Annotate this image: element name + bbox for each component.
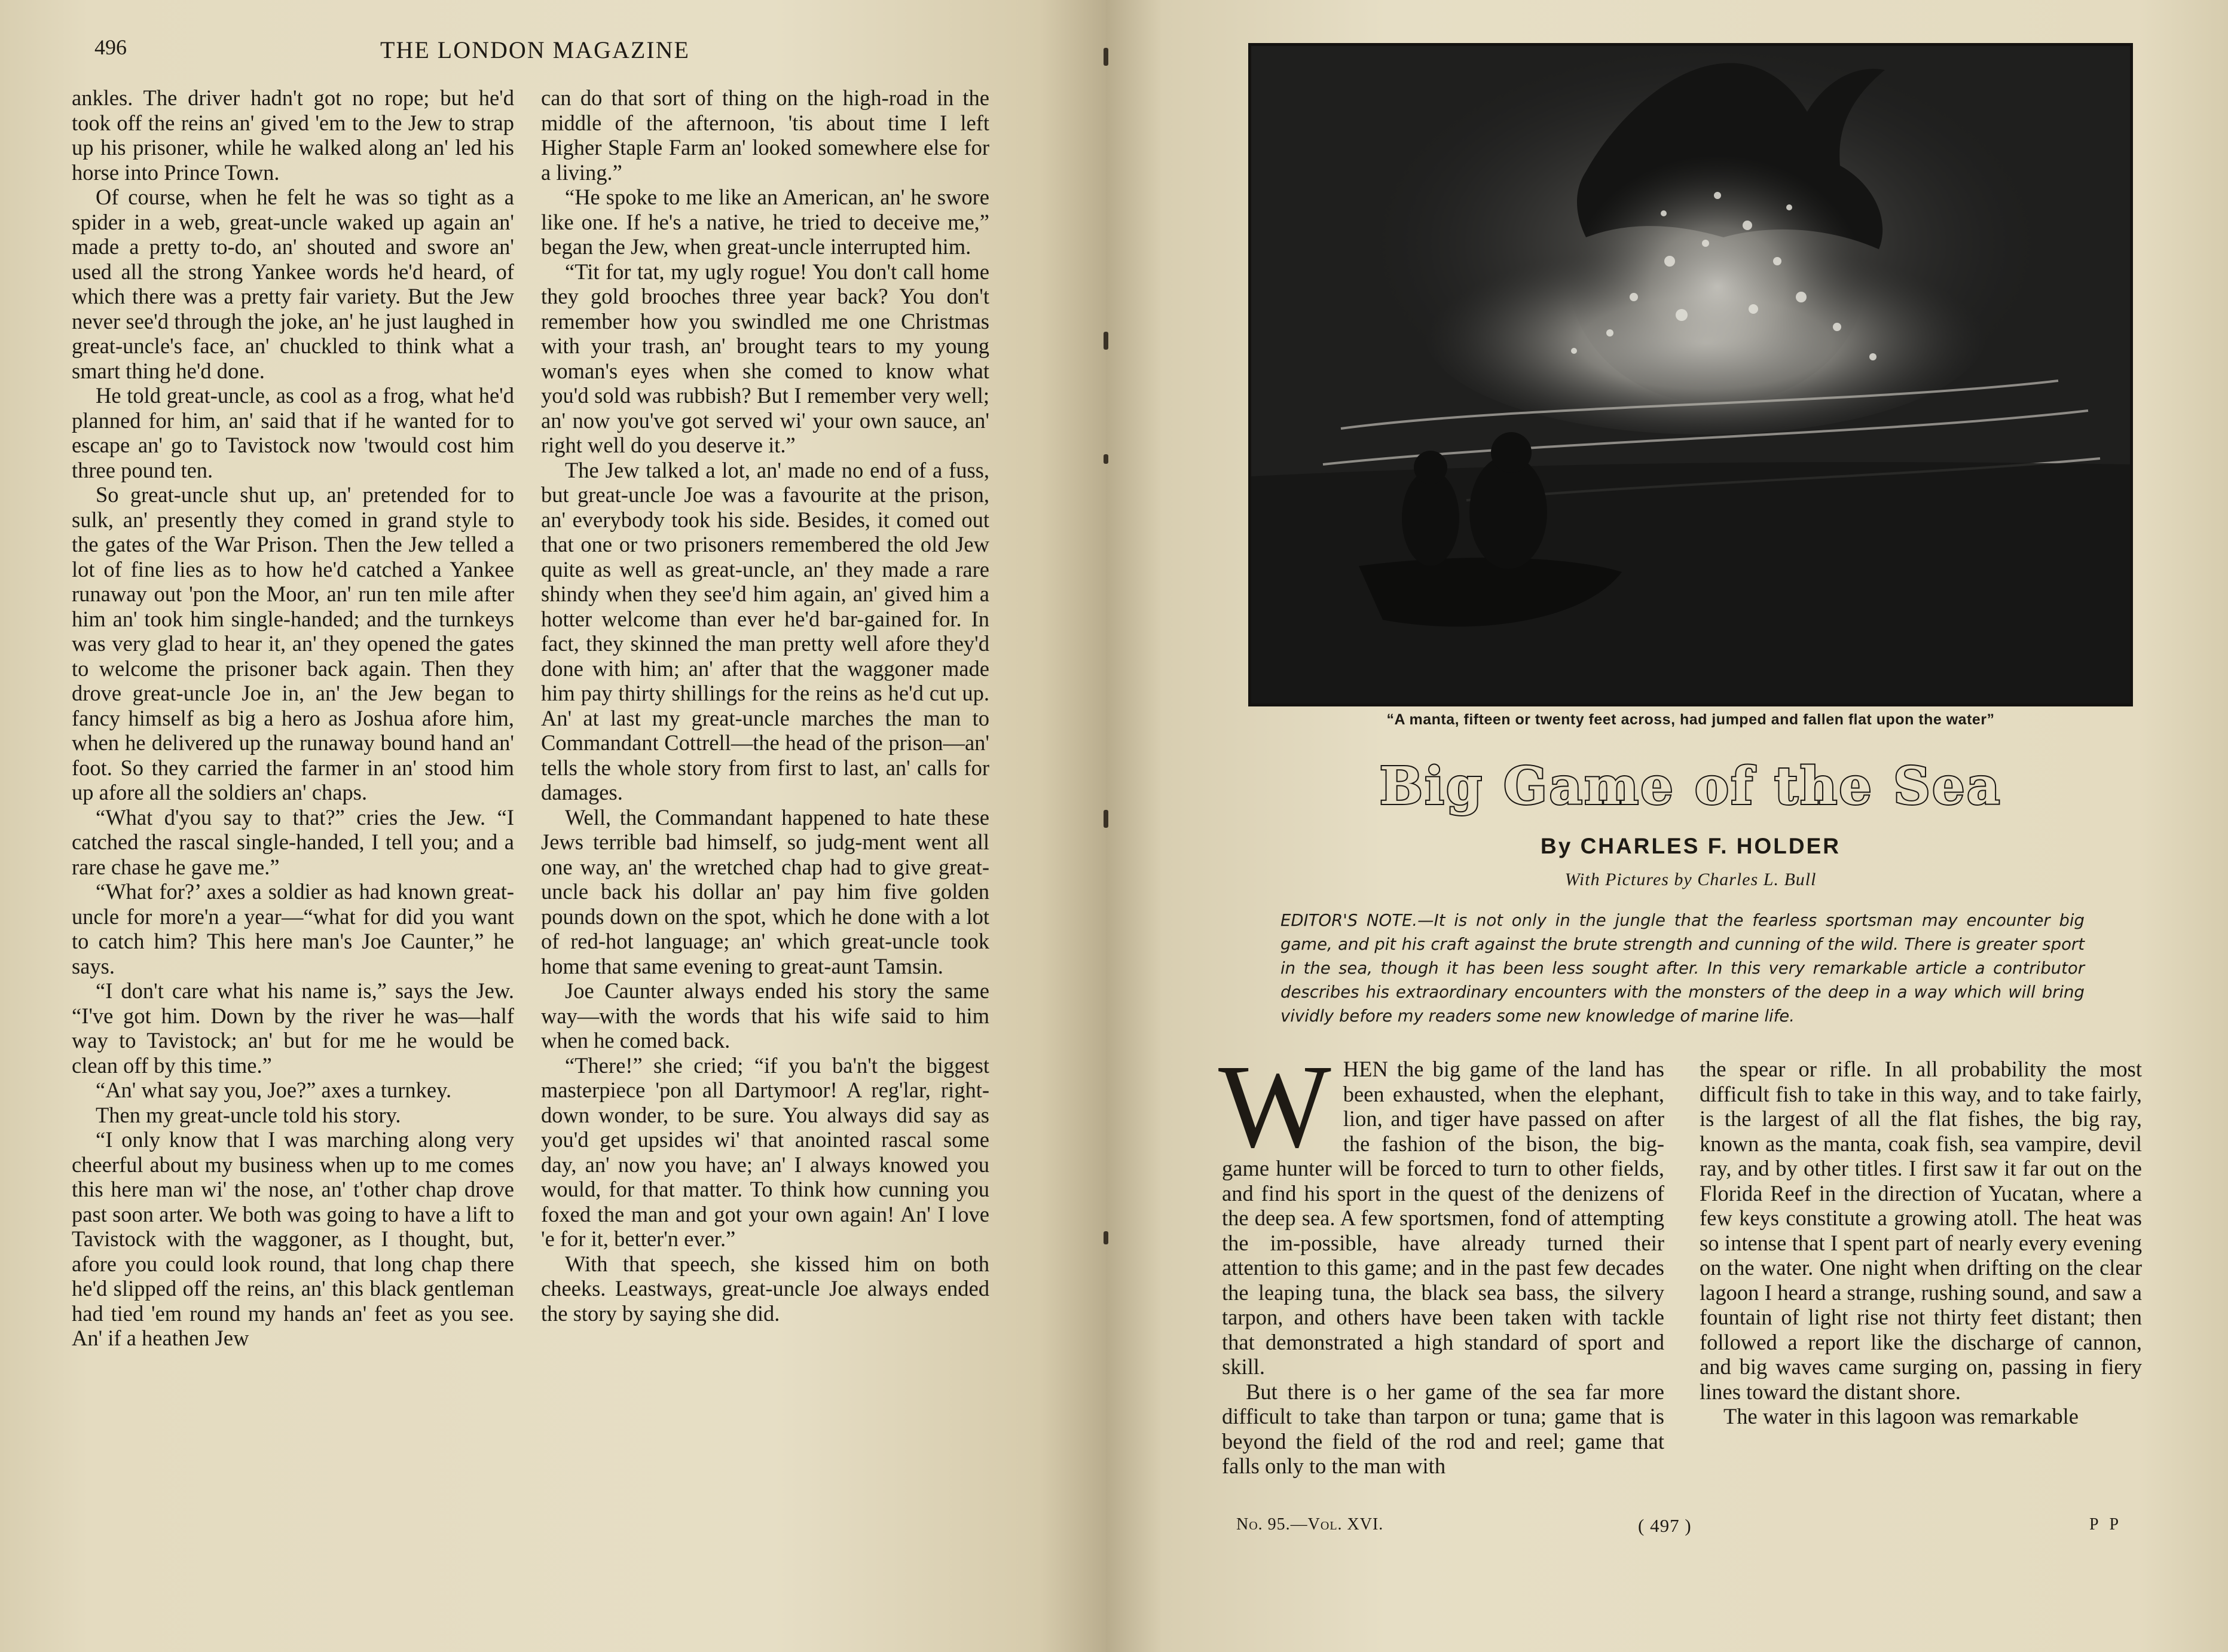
folio-page-number: ( 497 ) — [1638, 1515, 1692, 1536]
paragraph: ankles. The driver hadn't got no rope; but he'd took off the reins an' gived 'em to the Jew to strap up his prisoner, while he walked along an' led his horse into Prince Town. — [72, 85, 514, 185]
pictures-credit: With Pictures by Charles L. Bull — [1564, 870, 1817, 889]
manta-splash-picture — [1251, 46, 2130, 703]
editors-note: EDITOR'S NOTE.—It is not only in the jungle that the fearless sportsman may encounter big game, and pit his craft against the brute strength and cunning of the wild. There is greater sport in the sea, though it has been less sought after. In this very remarkable article a contributor describes his extraordinary encounters with the monsters of the deep in a way which will bring vividly before my readers some new knowledge of marine life. — [1280, 911, 2085, 1026]
paragraph: “He spoke to me like an American, an' he swore like one. If he's a native, he tried to deceive me,” began the Jew, when great-uncle interrupted him. — [541, 185, 989, 259]
article-column-2 — [1700, 1057, 2142, 1429]
binding-mark — [1104, 454, 1108, 464]
paragraph: The water in this lagoon was remarkable — [1723, 1404, 2079, 1428]
text-column-1 — [72, 85, 514, 1351]
paragraph: Of course, when he felt he was so tight as a spider in a web, great-uncle waked up again an' made a pretty to-do, an' shouted and swore an' used all the strong Yankee words he'd heard, of which there was a pretty fair variety. But the Jew never see'd through the joke, an' he just laughed in great-uncle's face, an' chuckled to think what a smart thing he'd done. — [72, 185, 514, 383]
binding-mark — [1104, 48, 1108, 66]
magazine-title: THE LONDON MAGAZINE — [380, 36, 690, 63]
paragraph — [1218, 1041, 1664, 1379]
paragraph: “I don't care what his name is,” says the Jew. “I've got him. Down by the river he was—half way to Tavistock; an' but for me he would be clean off by this time.” — [72, 978, 514, 1078]
byline: By CHARLES F. HOLDER — [1541, 834, 1841, 858]
manta-illustration — [1248, 43, 2133, 706]
binding-mark — [1104, 810, 1108, 828]
text-column-2 — [541, 85, 989, 1326]
paragraph-text: HEN the big game of the land has been exhausted, when the elephant, lion, and tiger have passed on after the fashion of the bison, the big-game hunter will be forced to turn to other fields, and find his sport in the quest of the denizens of the deep sea. A few sportsmen, fond of attempting the im-possible, have already turned their attention to this game; and in the past few decades the leaping tuna, the black sea bass, the silvery tarpon, and others have been taken with tackle that demonstrated a high standard of sport and skill. — [1222, 1057, 1664, 1379]
paragraph: Well, the Commandant happened to hate these Jews terrible bad himself, so judg-ment went all one way, an' the wretched chap had to give great-uncle back his dollar an' pay him five golden pounds down on the spot, which he done with a lot of red-hot language; an' which great-uncle took home that same evening to great-aunt Tamsin. — [541, 804, 989, 978]
paragraph: “What for?’ axes a soldier as had known great-uncle for more'n a year—“what for did you want to catch him? This here man's Joe Caunter,” he says. — [72, 879, 514, 978]
paragraph: can do that sort of thing on the high-road in the middle of the afternoon, 'tis about time I left Higher Staple Farm an' looked somewhere else for a living.” — [541, 85, 989, 185]
paragraph: Joe Caunter always ended his story the same way—with the words that his wife said to him when he comed back. — [541, 978, 989, 1053]
binding-mark — [1104, 1231, 1108, 1244]
paragraph: With that speech, she kissed him on both cheeks. Leastways, great-uncle Joe always ended the story by saying she did. — [541, 1251, 989, 1326]
binding-mark — [1104, 332, 1108, 350]
paragraph: The Jew talked a lot, an' made no end of a fuss, but great-uncle Joe was a favourite at the prison, an' everybody took his side. Besides, it comed out that one or two prisoners remembered the old Jew quite as well as great-uncle, an' they made a rare shindy when they see'd him again, an' gived him a hotter welcome than ever he'd bar-gained for. In fact, they skinned the man pretty well afore they'd done with him; an' after that the waggoner made him pay thirty shillings for the reins as he'd cut up. An' at last my great-uncle marches the man to Commandant Cottrell—the head of the prison—an' tells the whole story from first to last, an' calls for damages. — [541, 457, 989, 804]
running-head — [0, 35, 1106, 65]
paragraph: “I only know that I was marching along very cheerful about my business when up to me comes this here man wi' the nose, an' t'other chap drove past soon arter. We both was going to have a lift to Tavistock with the waggoner, as I thought, but, afore you could look round, that long chap there he'd slipped off the reins, an' this black gentleman had tied 'em round my hands an' feet as you see. An' if a heathen Jew — [72, 1127, 514, 1350]
article-title: Big Game of the Sea — [1379, 756, 2002, 816]
paragraph: “What d'you say to that?” cries the Jew. “I catched the rascal single-handed, I tell you; and a rare chase he gave me.” — [72, 804, 514, 879]
paragraph: “There!” she cried; “if you ba'n't the biggest masterpiece 'pon all Dartymoor! A reg'lar, right-down wonder, to be sure. You always did say as you'd get upsides wi' that anointed rascal some day, an' now you have; an' I always knowed you would, for that matter. To think how cunning you foxed the man and got your own again! An' I love 'e for it, better'n ever.” — [541, 1053, 989, 1251]
paragraph: So great-uncle shut up, an' pretended for to sulk, an' presently they comed in grand style to the gates of the War Prison. Then the Jew telled a lot of fine lies as to how he'd catched a Yankee runaway out 'pon the Moor, an' run ten mile after him an' took him single-handed; and the turnkeys was very glad to hear it, an' they opened the gates to welcome the prisoner back again. Then they drove great-uncle Joe in, an' the Jew began to fancy himself as big a hero as Joshua afore him, when he delivered up the runaway bound hand an' foot. So they carried the farmer in an' stood him up afore all the soldiers an' chaps. — [72, 482, 514, 804]
paragraph: the spear or rifle. In all probability the most difficult fish to take in this way, and to take fairly, is the largest of all the flat fishes, the big ray, known as the manta, coak fish, sea vampire, devil ray, and by other titles. I first saw it far out on the Florida Reef in the direction of Yucatan, where a few keys constitute a growing atoll. The heat was so intense that I spent part of nearly every evening on the water. One night when drifting on the clear lagoon I heard a strange, rushing sound, and saw a fountain of light rise not thirty feet distant; then followed a report like the discharge of cannon, and big waves came surging on, passing in fiery lines toward the distant shore. — [1700, 1057, 2142, 1404]
illustration-caption: “A manta, fifteen or twenty feet across, had jumped and fallen flat upon the water” — [1386, 711, 1995, 728]
paragraph: But there is o her game of the sea far more difficult to take than tarpon or tuna; game that is beyond the field of the rod and reel; game that falls only to the man with — [1222, 1379, 1664, 1478]
paragraph: Then my great-uncle told his story. — [96, 1102, 401, 1127]
paragraph: “An' what say you, Joe?” axes a turnkey. — [96, 1078, 452, 1102]
paragraph: “Tit for tat, my ugly rogue! You don't call home they gold brooches three year back? You don't remember how you swindled me one Christmas with your trash, an' brought tears to my young woman's eyes when she comed to know what you'd sold was rubbish? But I remember very well; an' now you've got served wi' your own sauce, an' right well do you deserve it.” — [541, 259, 989, 457]
folio-signature: P P — [2089, 1515, 2123, 1534]
drop-cap: W — [1218, 1041, 1331, 1173]
folio-volume: No. 95.—Vol. XVI. — [1236, 1515, 1384, 1534]
paragraph: He told great-uncle, as cool as a frog, what he'd planned for him, an' said that if he wanted for to escape an' go to Tavistock now 'twould cost him three pound ten. — [72, 383, 514, 482]
left-page — [0, 0, 1106, 1652]
page-number: 496 — [94, 35, 127, 59]
article-column-1 — [1218, 1041, 1664, 1479]
